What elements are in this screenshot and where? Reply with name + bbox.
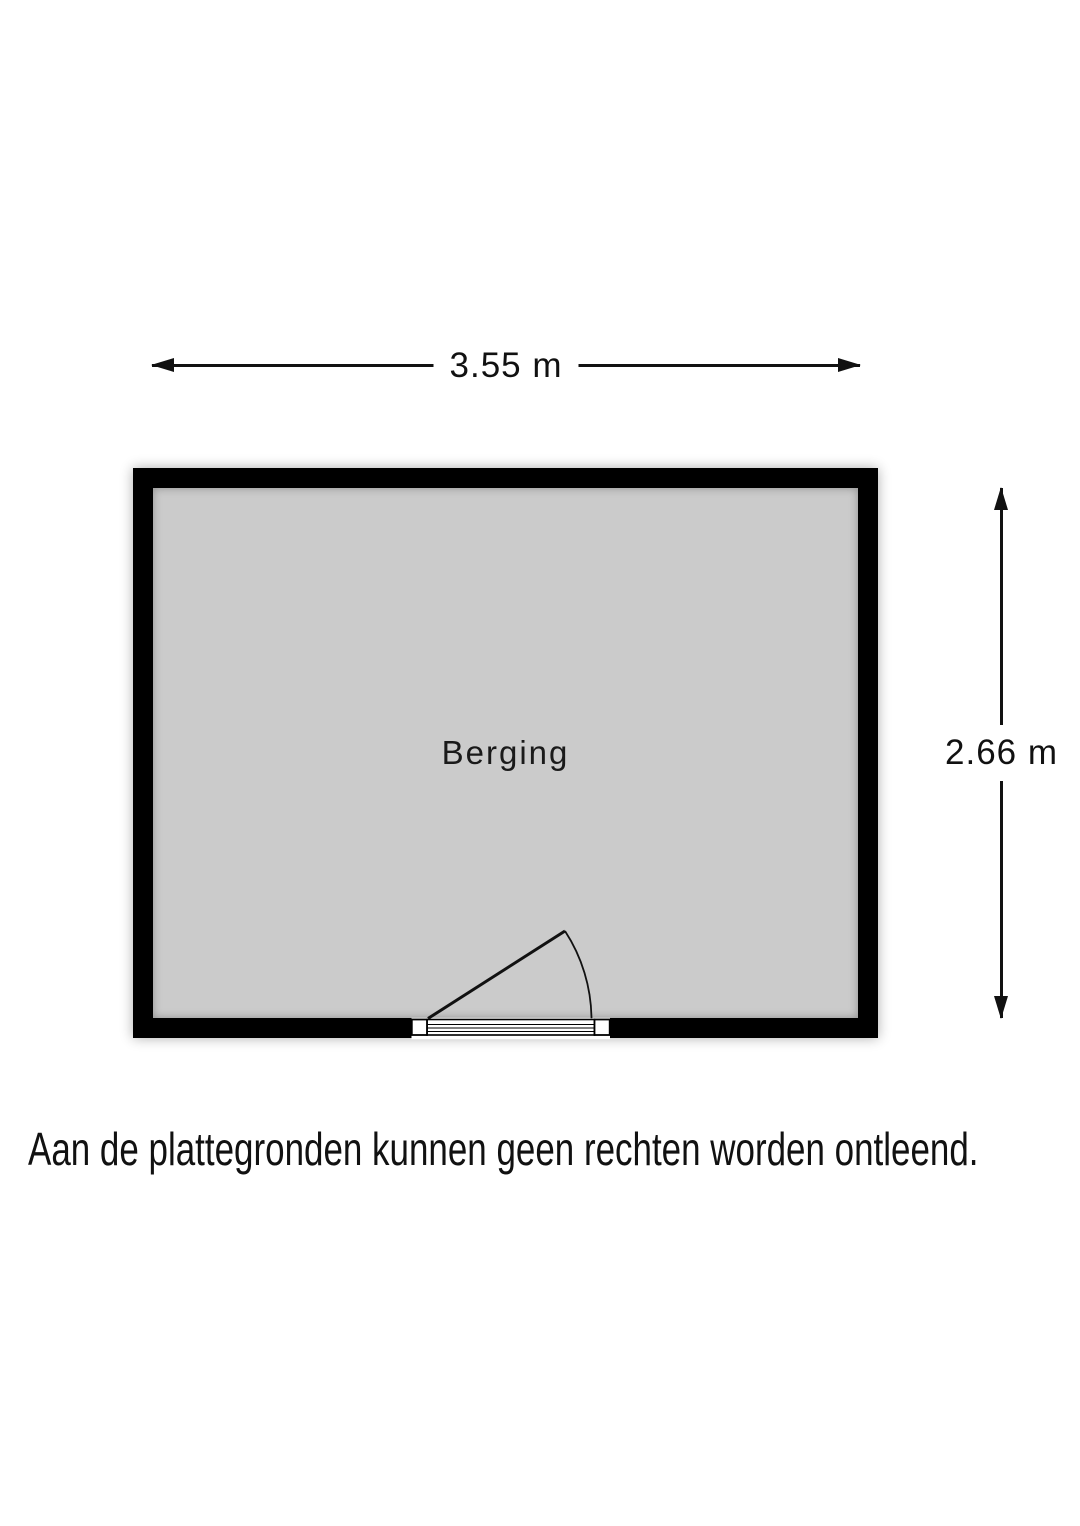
width-dimension-line: [152, 345, 860, 385]
width-dimension-label: 3.55 m: [434, 344, 579, 388]
arrow-left-icon: [151, 358, 174, 372]
arrow-down-icon: [994, 996, 1008, 1019]
door-leaf: [428, 931, 565, 1019]
door: [395, 915, 625, 1045]
door-jamb-left: [412, 1020, 427, 1036]
disclaimer-text: Aan de plattegronden kunnen geen rechten worden ontleend.: [28, 1123, 979, 1175]
arrow-up-icon: [994, 487, 1008, 510]
door-swing-arc: [565, 931, 592, 1018]
arrow-right-icon: [838, 358, 861, 372]
room-label: Berging: [441, 734, 570, 771]
door-jamb-right: [595, 1020, 610, 1036]
door-threshold: [427, 1020, 595, 1036]
height-dimension-line: [945, 488, 1058, 1018]
height-dimension-label: 2.66 m: [943, 725, 1060, 781]
